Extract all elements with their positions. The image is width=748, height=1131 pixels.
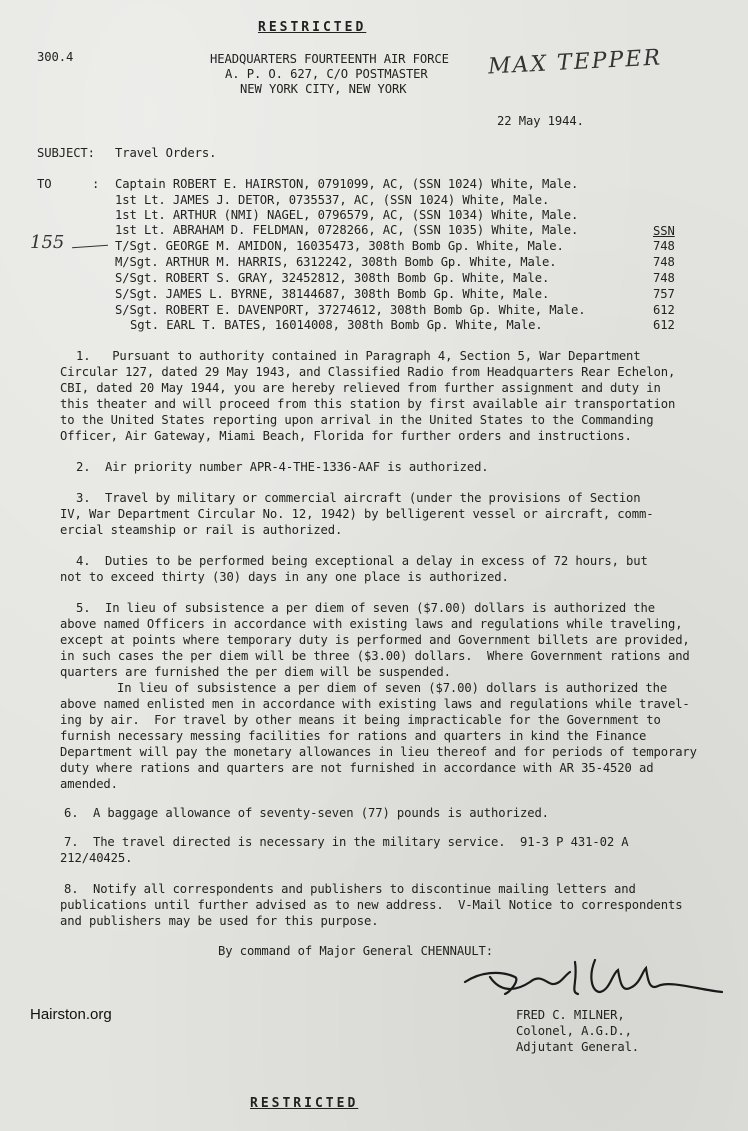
paragraph-5-line: 5. In lieu of subsistence a per diem of seven ($7.00) dollars is authorized the <box>76 601 656 615</box>
signature-title: Adjutant General. <box>516 1040 640 1054</box>
paragraph-7-line: 7. The travel directed is necessary in the military service. 91-3 P 431-02 A <box>64 835 629 849</box>
header-line-1: HEADQUARTERS FOURTEENTH AIR FORCE <box>210 52 449 66</box>
signature-name: FRED C. MILNER, <box>516 1008 625 1022</box>
personnel-ssn: 748 <box>653 255 675 269</box>
paragraph-4-line: not to exceed thirty (30) days in any one place is authorized. <box>60 570 509 584</box>
personnel-line: S/Sgt. ROBERT S. GRAY, 32452812, 308th Bomb Gp. White, Male. <box>115 271 550 285</box>
document-date: 22 May 1944. <box>497 114 584 128</box>
personnel-line: Captain ROBERT E. HAIRSTON, 0791099, AC, (SSN 1024) White, Male. <box>115 177 579 191</box>
ssn-column-header: SSN <box>653 224 675 238</box>
paragraph-2-line: 2. Air priority number APR-4-THE-1336-AAF is authorized. <box>76 460 489 474</box>
paragraph-5b-line: ing by air. For travel by other means it being impracticable for the Government to <box>60 713 661 727</box>
paragraph-8-line: 8. Notify all correspondents and publishers to discontinue mailing letters and <box>64 882 636 896</box>
paragraph-5b-line: amended. <box>60 777 118 791</box>
personnel-ssn: 612 <box>653 303 675 317</box>
paragraph-3-line: ercial steamship or rail is authorized. <box>60 523 343 537</box>
paragraph-3-line: IV, War Department Circular No. 12, 1942) by belligerent vessel or aircraft, comm- <box>60 507 654 521</box>
paragraph-6-line: 6. A baggage allowance of seventy-seven (77) pounds is authorized. <box>64 806 549 820</box>
personnel-line: S/Sgt. ROBERT E. DAVENPORT, 37274612, 308th Bomb Gp. White, Male. <box>115 303 586 317</box>
header-line-3: NEW YORK CITY, NEW YORK <box>240 82 407 96</box>
classification-bottom: RESTRICTED <box>250 1096 359 1111</box>
paragraph-5-line: quarters are furnished the per diem will be suspended. <box>60 665 451 679</box>
personnel-line: 1st Lt. ABRAHAM D. FELDMAN, 0728266, AC, (SSN 1035) White, Male. <box>115 223 579 237</box>
to-label: TO <box>37 177 52 191</box>
personnel-ssn: 748 <box>653 271 675 285</box>
paragraph-1-line: this theater and will proceed from this station by first available air transportation <box>60 397 676 411</box>
subject-value: Travel Orders. <box>115 146 217 160</box>
margin-note-arrow <box>72 245 108 249</box>
personnel-line: T/Sgt. GEORGE M. AMIDON, 16035473, 308th Bomb Gp. White, Male. <box>115 239 564 253</box>
paragraph-1-line: to the United States reporting upon arrival in the United States to the Commanding <box>60 413 654 427</box>
personnel-line: 1st Lt. JAMES J. DETOR, 0735537, AC, (SSN 1024) White, Male. <box>115 193 550 207</box>
paragraph-1-line: CBI, dated 20 May 1944, you are hereby relieved from further assignment and duty in <box>60 381 661 395</box>
paragraph-1-line: Officer, Air Gateway, Miami Beach, Florida for further orders and instructions. <box>60 429 632 443</box>
paragraph-7-line: 212/40425. <box>60 851 133 865</box>
paragraph-1-line: 1. Pursuant to authority contained in Paragraph 4, Section 5, War Department <box>76 349 641 363</box>
paragraph-5b-line: above named enlisted men in accordance with existing laws and regulations while travel- <box>60 697 690 711</box>
handwritten-signature <box>460 952 730 1012</box>
paragraph-5b-line: In lieu of subsistence a per diem of seven ($7.00) dollars is authorized the <box>117 681 668 695</box>
margin-note: 155 <box>30 232 65 253</box>
header-line-2: A. P. O. 627, C/O POSTMASTER <box>225 67 428 81</box>
paragraph-5b-line: duty where rations and quarters are not furnished in accordance with AR 35-4520 ad <box>60 761 654 775</box>
paragraph-8-line: publications until further advised as to new address. V-Mail Notice to correspondents <box>60 898 683 912</box>
command-line: By command of Major General CHENNAULT: <box>218 944 494 958</box>
paragraph-3-line: 3. Travel by military or commercial aircraft (under the provisions of Section <box>76 491 641 505</box>
personnel-line: M/Sgt. ARTHUR M. HARRIS, 6312242, 308th Bomb Gp. White, Male. <box>115 255 557 269</box>
signature-rank: Colonel, A.G.D., <box>516 1024 632 1038</box>
handwritten-name: MAX TEPPER <box>487 45 663 80</box>
personnel-ssn: 748 <box>653 239 675 253</box>
classification-top: RESTRICTED <box>258 20 367 35</box>
file-number: 300.4 <box>37 50 74 64</box>
to-colon: : <box>92 177 100 191</box>
paragraph-5b-line: Department will pay the monetary allowances in lieu thereof and for periods of temporary <box>60 745 697 759</box>
paragraph-5-line: above named Officers in accordance with existing laws and regulations while traveling, <box>60 617 683 631</box>
personnel-ssn: 757 <box>653 287 675 301</box>
paragraph-5b-line: furnish necessary messing facilities for rations and quarters in kind the Finance <box>60 729 647 743</box>
watermark: Hairston.org <box>30 1006 112 1023</box>
paragraph-5-line: in such cases the per diem will be three ($3.00) dollars. Where Government rations and <box>60 649 690 663</box>
personnel-ssn: 612 <box>653 318 675 332</box>
personnel-line: S/Sgt. JAMES L. BYRNE, 38144687, 308th Bomb Gp. White, Male. <box>115 287 550 301</box>
paragraph-8-line: and publishers may be used for this purpose. <box>60 914 379 928</box>
paragraph-5-line: except at points where temporary duty is performed and Government billets are provided, <box>60 633 690 647</box>
personnel-line: Sgt. EARL T. BATES, 16014008, 308th Bomb Gp. White, Male. <box>130 318 543 332</box>
paragraph-1-line: Circular 127, dated 29 May 1943, and Classified Radio from Headquarters Rear Echelon, <box>60 365 676 379</box>
subject-label: SUBJECT: <box>37 146 95 160</box>
paragraph-4-line: 4. Duties to be performed being exceptional a delay in excess of 72 hours, but <box>76 554 648 568</box>
personnel-line: 1st Lt. ARTHUR (NMI) NAGEL, 0796579, AC, (SSN 1034) White, Male. <box>115 208 579 222</box>
